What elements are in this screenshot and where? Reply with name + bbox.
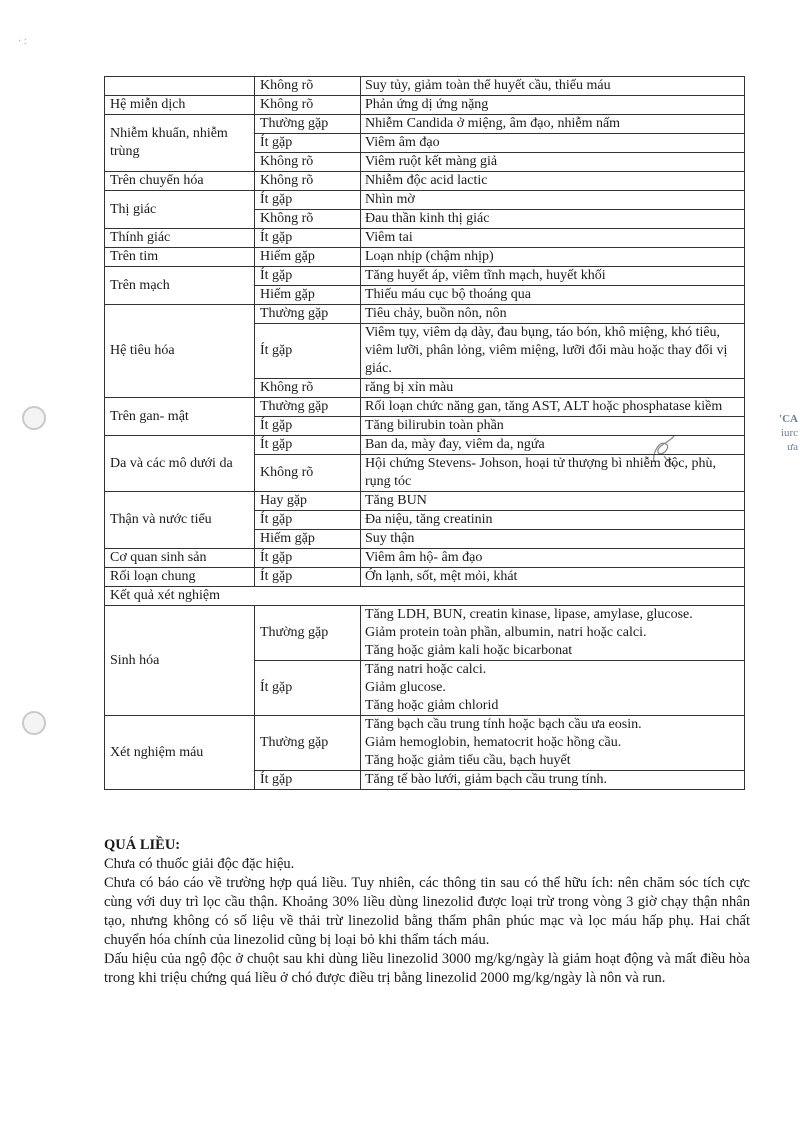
frequency-cell: Ít gặp [255, 417, 361, 436]
scan-speck: · : [18, 36, 27, 47]
table-row [105, 568, 745, 587]
frequency-cell: Hay gặp [255, 492, 361, 511]
table-row [105, 267, 745, 286]
system-cell: Thận và nước tiểu [105, 492, 255, 549]
frequency-cell: Ít gặp [255, 661, 361, 716]
frequency-cell: Hiếm gặp [255, 248, 361, 267]
frequency-cell: Thường gặp [255, 606, 361, 661]
effect-text: Viêm âm hộ- âm đạo [365, 550, 483, 565]
effect-text: răng bị xỉn màu [365, 380, 454, 395]
frequency-cell: Thường gặp [255, 115, 361, 134]
frequency-cell: Hiếm gặp [255, 286, 361, 305]
effect-cell [361, 771, 745, 790]
effect-text: Tăng bilirubin toàn phần [365, 418, 504, 433]
effect-text: Ban da, mày đay, viêm da, ngứa [365, 437, 545, 452]
frequency-cell: Không rõ [255, 210, 361, 229]
effect-cell [361, 153, 745, 172]
effect-text: Tăng natri hoặc calci. [365, 662, 487, 677]
effect-text: Tiêu chảy, buồn nôn, nôn [365, 306, 507, 321]
table-row [105, 248, 745, 267]
effect-text: Giảm protein toàn phần, albumin, natri hoặc calci. [365, 625, 647, 640]
effect-text: Loạn nhịp (chậm nhịp) [365, 249, 494, 264]
effect-text: Suy thận [365, 531, 415, 546]
table-row [105, 172, 745, 191]
overdose-heading: QUÁ LIỀU: [104, 837, 181, 853]
effect-cell [361, 568, 745, 587]
effect-text: Giảm glucose. [365, 680, 446, 695]
system-cell: Thị giác [105, 191, 255, 229]
frequency-cell: Ít gặp [255, 771, 361, 790]
frequency-cell: Thường gặp [255, 398, 361, 417]
effect-cell [361, 549, 745, 568]
system-cell: Cơ quan sinh sản [105, 549, 255, 568]
table-row [105, 492, 745, 511]
overdose-section [104, 836, 750, 988]
system-cell-continued [105, 77, 255, 96]
frequency-cell: Thường gặp [255, 305, 361, 324]
table-row [105, 587, 745, 606]
effect-cell [361, 606, 745, 661]
effect-cell [361, 229, 745, 248]
frequency-cell: Không rõ [255, 153, 361, 172]
table-row [105, 115, 745, 134]
effect-text: Viêm tai [365, 230, 413, 245]
system-cell: Trên chuyển hóa [105, 172, 255, 191]
effect-cell [361, 305, 745, 324]
effect-cell [361, 417, 745, 436]
effect-text: Tăng LDH, BUN, creatin kinase, lipase, amylase, glucose. [365, 607, 693, 622]
effect-cell [361, 324, 745, 379]
overdose-paragraph: Chưa có thuốc giải độc đặc hiệu. [104, 856, 295, 872]
table-row [105, 398, 745, 417]
effect-text: Nhiễm Candida ở miệng, âm đạo, nhiễm nấm [365, 116, 621, 131]
effect-text: Phản ứng dị ứng nặng [365, 97, 489, 112]
effect-cell [361, 77, 745, 96]
system-cell: Trên gan- mật [105, 398, 255, 436]
effect-text: Đa niệu, tăng creatinin [365, 512, 493, 527]
effect-text: Tăng hoặc giảm tiểu cầu, bạch huyết [365, 753, 571, 768]
effect-cell [361, 455, 745, 492]
binder-hole-bottom [22, 711, 46, 735]
effect-cell [361, 492, 745, 511]
effect-cell [361, 511, 745, 530]
effect-text: Thiếu máu cục bộ thoáng qua [365, 287, 532, 302]
system-cell: Hệ miễn dịch [105, 96, 255, 115]
table-row [105, 96, 745, 115]
system-cell: Trên tim [105, 248, 255, 267]
effect-text: Nhìn mờ [365, 192, 415, 207]
system-cell: Xét nghiệm máu [105, 716, 255, 790]
table-row [105, 229, 745, 248]
frequency-cell: Ít gặp [255, 568, 361, 587]
effect-text: Viêm âm đạo [365, 135, 440, 150]
frequency-cell: Thường gặp [255, 716, 361, 771]
effect-cell [361, 286, 745, 305]
effect-text: Tăng bạch cầu trung tính hoặc bạch cầu ưa eosin. [365, 717, 642, 732]
effect-text: Tăng huyết áp, viêm tĩnh mạch, huyết khối [365, 268, 606, 283]
overdose-paragraph: Chưa có báo cáo về trường hợp quá liều. Tuy nhiên, các thông tin sau có thể hữu ích: nên chăm sóc tích cực cùng với duy trì lọc cầu thận. Khoảng 30% liều dùng linezolid được loại trừ trong vòng 3 giờ chạy thận nhân tạo, nhưng không có số liệu về thải trừ linezolid bằng thẩm phân phúc mạc và lọc máu hấp phụ. Hai chất chuyển hóa chính của linezolid cũng bị loại bỏ khi thẩm tách máu. [104, 875, 750, 948]
table-row [105, 549, 745, 568]
effect-text: Viêm tụy, viêm dạ dày, đau bụng, táo bón, khô miệng, khó tiêu, viêm lưỡi, phân lỏng, viêm miệng, lưỡi đổi màu hoặc thay đổi vị giác. [365, 325, 728, 376]
effect-text: Tăng hoặc giảm kali hoặc bicarbonat [365, 643, 573, 658]
effect-text: Suy tủy, giảm toàn thể huyết cầu, thiếu máu [365, 78, 611, 93]
overdose-paragraph: Dấu hiệu của ngộ độc ở chuột sau khi dùng liều linezolid 3000 mg/kg/ngày là giảm hoạt động và mất điều hòa trong khi triệu chứng quá liều ở chó được điều trị bằng linezolid 2000 mg/kg/ngày là nôn và run. [104, 951, 750, 986]
table-row [105, 436, 745, 455]
frequency-cell: Ít gặp [255, 324, 361, 379]
effect-text: Viêm ruột kết màng giả [365, 154, 498, 169]
system-cell: Thính giác [105, 229, 255, 248]
frequency-cell: Ít gặp [255, 134, 361, 153]
frequency-cell: Ít gặp [255, 436, 361, 455]
table-row [105, 191, 745, 210]
system-cell: Trên mạch [105, 267, 255, 305]
frequency-cell: Không rõ [255, 96, 361, 115]
frequency-cell: Ít gặp [255, 511, 361, 530]
effect-cell [361, 530, 745, 549]
frequency-cell: Không rõ [255, 77, 361, 96]
frequency-cell: Hiếm gặp [255, 530, 361, 549]
effect-text: Rối loạn chức năng gan, tăng AST, ALT hoặc phosphatase kiềm [365, 399, 723, 414]
effect-cell [361, 379, 745, 398]
effect-text: Ớn lạnh, sốt, mệt mỏi, khát [365, 569, 518, 584]
system-cell: Hệ tiêu hóa [105, 305, 255, 398]
effect-cell [361, 191, 745, 210]
effect-text: Đau thần kinh thị giác [365, 211, 490, 226]
effect-cell [361, 661, 745, 716]
effect-text: Hội chứng Stevens- Johson, hoại tử thượng bì nhiễm độc, phù, rụng tóc [365, 456, 716, 489]
system-cell: Nhiễm khuẩn, nhiễm trùng [105, 115, 255, 172]
frequency-cell: Ít gặp [255, 549, 361, 568]
effect-cell [361, 96, 745, 115]
adverse-effects-table [104, 76, 745, 790]
margin-stamp-fragment: 'CA iurc ưa [779, 413, 798, 453]
effect-cell [361, 115, 745, 134]
system-cell: Da và các mô dưới da [105, 436, 255, 492]
effect-cell [361, 210, 745, 229]
binder-hole-top [22, 406, 46, 430]
section-header-cell: Kết quả xét nghiệm [105, 587, 745, 606]
table-row [105, 606, 745, 661]
frequency-cell: Không rõ [255, 379, 361, 398]
effect-cell [361, 248, 745, 267]
frequency-cell: Ít gặp [255, 267, 361, 286]
effect-cell [361, 267, 745, 286]
effect-cell [361, 436, 745, 455]
frequency-cell: Không rõ [255, 455, 361, 492]
table-row [105, 77, 745, 96]
effect-text: Nhiễm độc acid lactic [365, 173, 488, 188]
frequency-cell: Ít gặp [255, 229, 361, 248]
frequency-cell: Không rõ [255, 172, 361, 191]
effect-cell [361, 716, 745, 771]
effect-cell [361, 398, 745, 417]
table-row [105, 305, 745, 324]
system-cell: Rối loạn chung [105, 568, 255, 587]
effect-text: Tăng hoặc giảm chlorid [365, 698, 499, 713]
frequency-cell: Ít gặp [255, 191, 361, 210]
system-cell: Sinh hóa [105, 606, 255, 716]
effect-text: Tăng BUN [365, 493, 427, 508]
effect-text: Giảm hemoglobin, hematocrit hoặc hồng cầu. [365, 735, 622, 750]
effect-text: Tăng tế bào lưới, giảm bạch cầu trung tính. [365, 772, 608, 787]
effect-cell [361, 172, 745, 191]
effect-cell [361, 134, 745, 153]
table-row [105, 716, 745, 771]
